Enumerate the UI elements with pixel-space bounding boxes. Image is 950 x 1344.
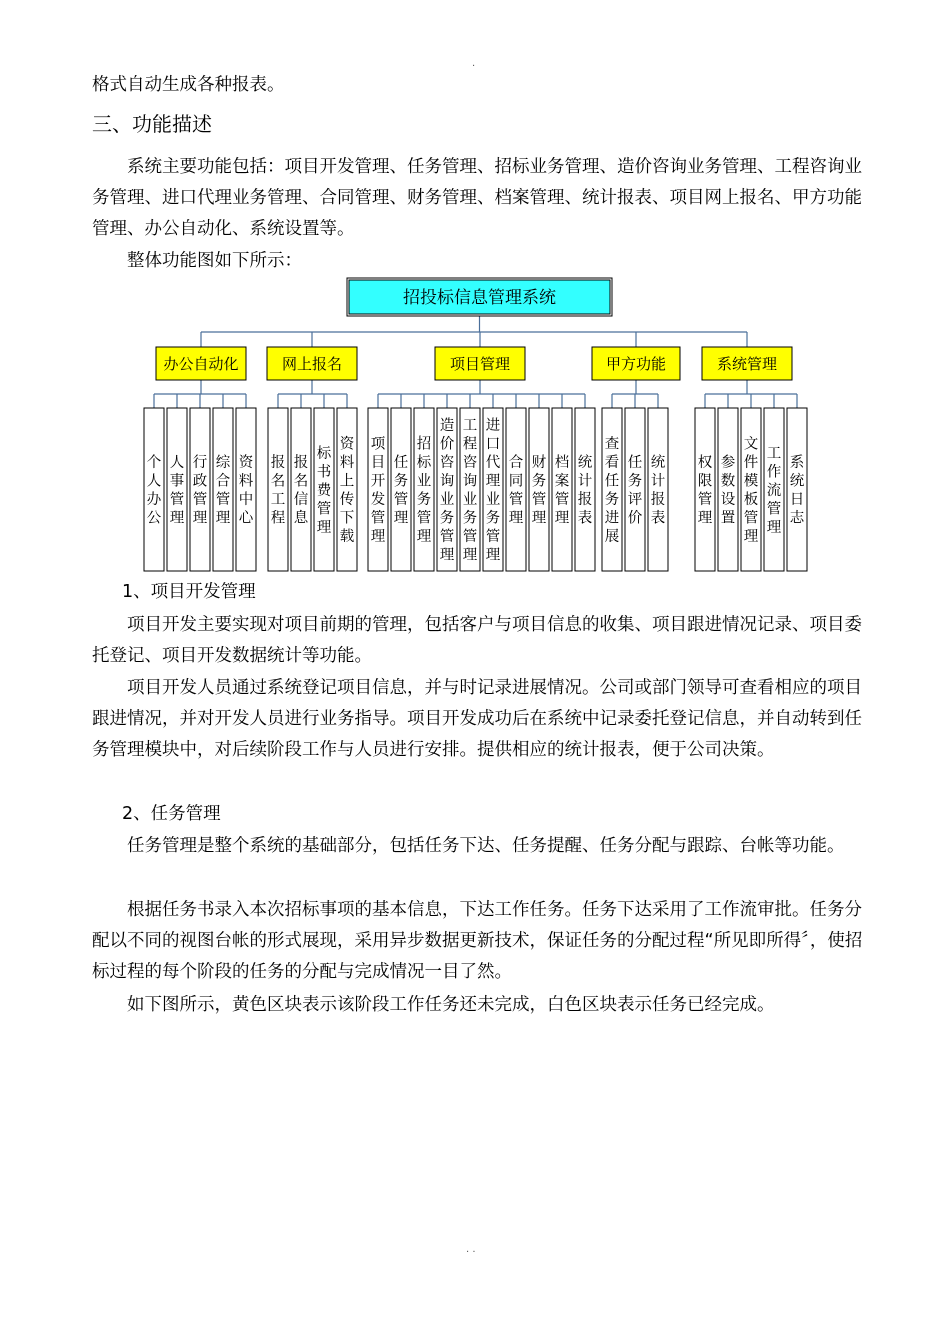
leaf-label: 资料上传下载 (339, 436, 355, 545)
leaf-label: 综合管理 (215, 455, 231, 527)
leaf-box (718, 408, 738, 571)
leaf-label: 资料中心 (238, 455, 254, 527)
root-label: 招投标信息管理系统 (403, 288, 556, 308)
leaf-box (648, 408, 668, 571)
footer-dot: . . (466, 1244, 476, 1255)
leaf-label: 报名信息 (293, 455, 309, 527)
function-diagram (0, 270, 950, 580)
leaf-label: 项目开发管理 (370, 436, 386, 545)
leaf-label: 行政管理 (192, 455, 208, 527)
leaf-label: 系统日志 (789, 455, 805, 527)
leaf-box (337, 408, 357, 571)
sub2-heading: 2、任务管理 (122, 804, 221, 824)
sub2-paragraph-1: 任务管理是整个系统的基础部分，包括任务下达、任务提醒、任务分配与跟踪、台帐等功能。 (127, 836, 845, 856)
leaf-label: 合同管理 (508, 455, 524, 527)
group-label: 甲方功能 (605, 355, 667, 373)
leaf-label: 工作流管理 (766, 445, 782, 536)
sub2-paragraph-3: 如下图所示，黄色区块表示该阶段工作任务还未完成，白色区块表示任务已经完成。 (127, 995, 775, 1015)
leaf-box (213, 408, 233, 571)
leaf-label: 招标业务管理 (416, 436, 432, 545)
section3-paragraph-1: 系统主要功能包括：项目开发管理、任务管理、招标业务管理、造价咨询业务管理、工程咨询业务管理、进口代理业务管理、合同管理、财务管理、档案管理、统计报表、项目网上报名、甲方功能管理、办公自动化、系统设置等。 (92, 157, 862, 239)
leaf-label: 查看任务进展 (604, 436, 620, 545)
leaf-label: 标书费管理 (316, 445, 332, 536)
leaf-label: 参数设置 (720, 455, 736, 527)
leaf-box (190, 408, 210, 571)
leaf-label: 统计报表 (577, 455, 593, 527)
leaf-label: 任务管理 (393, 455, 409, 527)
leaf-label: 文件模板管理 (743, 436, 759, 545)
intro-tail-text: 格式自动生成各种报表。 (92, 75, 285, 95)
leaf-box (741, 408, 761, 571)
section3-paragraph-2: 整体功能图如下所示： (127, 251, 302, 271)
group-label: 办公自动化 (163, 355, 239, 373)
group-label: 项目管理 (449, 355, 511, 373)
leaf-box (529, 408, 549, 571)
leaf-box (695, 408, 715, 571)
leaf-box (144, 408, 164, 571)
leaf-box (552, 408, 572, 571)
leaf-box (291, 408, 311, 571)
leaf-label: 造价咨询业务管理 (439, 418, 455, 564)
leaf-label: 个人办公 (146, 455, 162, 527)
leaf-box (268, 408, 288, 571)
leaf-box (625, 408, 645, 571)
leaf-label: 人事管理 (169, 455, 185, 527)
group-label: 系统管理 (716, 355, 778, 373)
sub1-paragraph-1: 项目开发主要实现对项目前期的管理，包括客户与项目信息的收集、项目跟进情况记录、项目委托登记、项目开发数据统计等功能。 (92, 615, 862, 666)
leaf-box (368, 408, 388, 571)
leaf-label: 报名工程 (270, 455, 286, 527)
sub1-heading: 1、项目开发管理 (122, 582, 256, 602)
leaf-label: 工程咨询业务管理 (462, 418, 478, 564)
leaf-label: 统计报表 (650, 455, 666, 527)
section3-heading: 三、功能描述 (92, 112, 212, 136)
leaf-label: 任务评价 (627, 455, 643, 527)
diagram-nodes (144, 278, 807, 571)
header-dot: . (472, 58, 476, 69)
sub2-paragraph-2: 根据任务书录入本次招标事项的基本信息，下达工作任务。任务下达采用了工作流审批。任务分配以不同的视图台帐的形式展现，采用异步数据更新技术，保证任务的分配过程“所见即所得〞，使招标过程的每个阶段的任务的分配与完成情况一目了然。 (92, 900, 863, 982)
leaf-box (602, 408, 622, 571)
leaf-box (236, 408, 256, 571)
leaf-label: 财务管理 (531, 455, 547, 527)
leaf-box (167, 408, 187, 571)
leaf-box (414, 408, 434, 571)
leaf-box (506, 408, 526, 571)
sub1-paragraph-2: 项目开发人员通过系统登记项目信息，并与时记录进展情况。公司或部门领导可查看相应的项目跟进情况，并对开发人员进行业务指导。项目开发成功后在系统中记录委托登记信息，并自动转到任务管理模块中，对后续阶段工作与人员进行安排。提供相应的统计报表，便于公司决策。 (92, 678, 862, 760)
leaf-label: 进口代理业务管理 (485, 418, 501, 564)
leaf-box (391, 408, 411, 571)
leaf-label: 档案管理 (554, 455, 570, 527)
group-label: 网上报名 (281, 355, 343, 373)
leaf-label: 权限管理 (697, 455, 713, 527)
leaf-box (787, 408, 807, 571)
leaf-box (575, 408, 595, 571)
